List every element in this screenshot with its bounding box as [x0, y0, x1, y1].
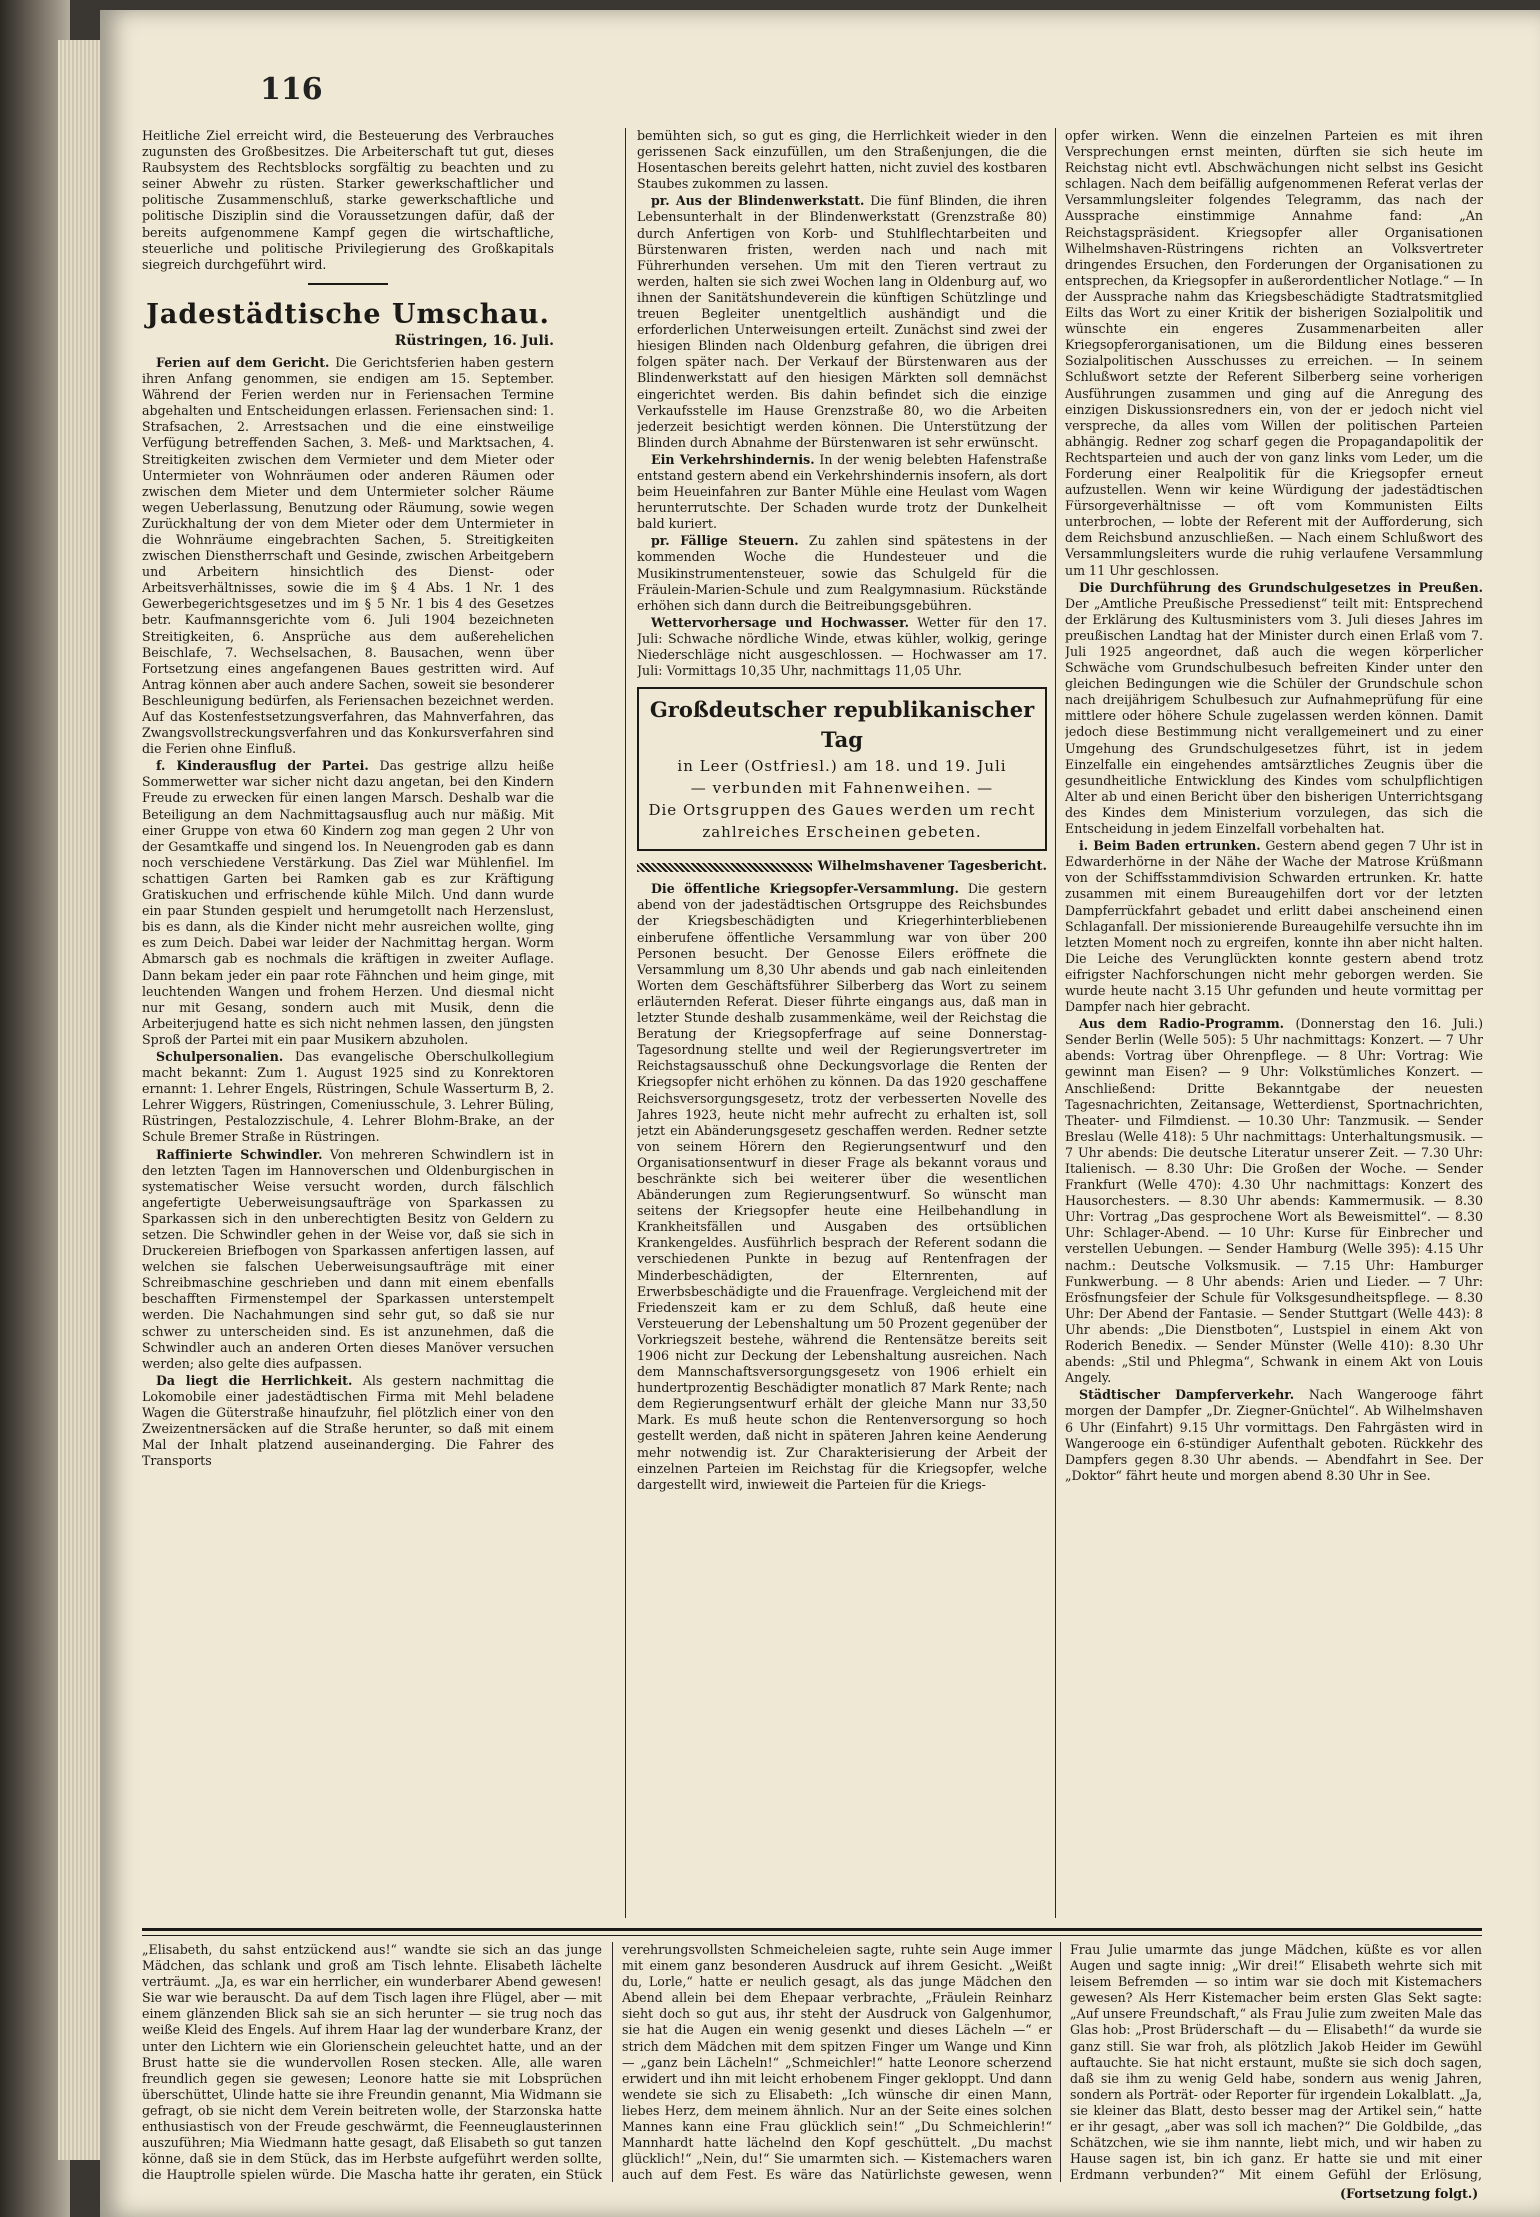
article-title: pr. Aus der Blindenwerkstatt. [651, 193, 865, 209]
column-1 [142, 128, 554, 1918]
announcement-note: Die Ortsgruppen des Gaues werden um recht zahlreiches Erscheinen gebeten. [648, 801, 1036, 842]
col3-lead: opfer wirken. Wenn die einzelnen Parteien es mit ihren Versprechungen ernst meinten, dürften sie sich heute im Reichstag nicht evtl. Abschwächungen nicht selbst ins Gesicht schlagen. Nach dem beifällig aufgenommenen Referat verlas der Versammlungsleiter folgendes Telegramm, das nach der Aussprache einstimmige Annahme fand: „An Reichstagspräsident. Kriegsopfer aller Organisationen Wilhelmshaven-Rüstringens richten an Volksvertreter dringendes Ersuchen, den Forderungen der Organisationen zu entsprechen, da Kriegsopfer in außerordentlicher Notlage.“ — In der Aussprache nahm das Kriegsbeschädigte Stadtratsmitglied Eilts das Wort zu einer Kritik der bisherigen Sozialpolitik und wünschte ein engeres Zusammenarbeiten aller Kriegsopferorganisationen, um die Bildung eines besseren Sozialpolitischen Ausschusses zu erreichen. — In seinem Schlußwort setzte der Referent Silberberg seine vorherigen Ausführungen zusammen und ging auf die Anregung des einzigen Diskussionsredners ein, von der er jedoch nicht viel verspreche, da alles vom Willen der politischen Parteien abhängig. Redner zog scharf gegen die Propagandapolitik der Rechtsparteien und auch der von ganz links vom Leder, um die Forderung einer Realpolitik für die Kriegsopfer erneut aufzustellen. Wenn wir keine Würdigung der jadestädtischen Fürsorgeverhältnisse — oft vom Kommunisten Eilts unterbrochen, — lobte der Referent mit der Aufforderung, sich dem Reichsbund anzuschließen. — Nach einem Schlußwort des Versammlungsleiters wurde die ruhig verlaufene Versammlung um 11 Uhr geschlossen. [1065, 128, 1483, 578]
newspaper-page [100, 10, 1540, 2217]
article-title: Wettervorhersage und Hochwasser. [651, 614, 909, 630]
article-title: Ein Verkehrshindernis. [651, 451, 815, 467]
column-rule [612, 1942, 613, 2182]
article-text: (Donnerstag den 16. Juli.) Sender Berlin (Welle 505): 5 Uhr nachmittags: Konzert. — 7 Uhr abends: Vortrag über Ohrenpflege. — 8 Uhr: Vortrag: Wie gewinnt man Eisen? — 9 Uhr: Volkstümliches Konzert. — Anschließend: Dritte Bekanntgabe der neuesten Tagesnachrichten, Zeitansage, Wetterdienst, Sportnachrichten, Theater- und Filmdienst. — 10.30 Uhr: Tanzmusik. — Sender Breslau (Welle 418): 5 Uhr nachmittags: Unterhaltungsmusik. — 7 Uhr abends: Die deutsche Literatur unserer Zeit. — 7.30 Uhr: Italienisch. — 8.30 Uhr: Die Großen der Woche. — Sender Frankfurt (Welle 470): 4.30 Uhr nachmittags: Konzert des Hausorchesters. — 8.30 Uhr abends: Kammermusik. — 8.30 Uhr: Vortrag „Das gesprochene Wort als Beweismittel“. — 8.30 Uhr: Schlager-Abend. — 10 Uhr: Kurse für Einbrecher und verstellen Uebungen. — Sender Hamburg (Welle 395): 4.15 Uhr nachm.: Deutsche Volksmusik. — 7.15 Uhr: Hamburger Funkwerbung. — 8 Uhr abends: Arien und Lieder. — 7 Uhr: Erösfnungsfeier der Schule für Volksgesundheitspflege. — 8.30 Uhr: Der Abend der Fantasie. — Sender Stuttgart (Welle 443): 8 Uhr abends: „Die Dienstboten“, Lustspiel in einem Akt von Roderich Benedix. — Sender Münster (Welle 410): 8.30 Uhr abends: „Stil und Phlegma“, Schwank in einem Akt von Louis Angely. [1065, 1016, 1483, 1386]
feuilleton-rule-thin [142, 1935, 1482, 1936]
serial-text: verehrungsvollsten Schmeicheleien sagte, ruhte sein Auge immer mit einem ganz besonderen Ausdruck auf ihrem Gesicht. „Weißt du, Lorle,“ hatte er neulich gesagt, als das junge Mädchen den Abend allein bei dem Ehepaar verbrachte, „Fräulein Reinharz sieht doch so gut aus, ihr steht der Ausdruck von Galgenhumor, sie hat die Augen ein wenig gesenkt und dieses Lächeln —“ er strich dem Mädchen mit dem spitzen Finger um Wange und Kinn — „ganz bein Lächeln!“ „Schmeichler!“ hatte Leonore scherzend erwidert und ihn mit leicht erhobenem Finger gekloppt. Und dann wendete sie sich zu Elisabeth: „Ich wünsche dir einen Mann, liebes Herz, dem meinem ähnlich. Nur an der Seite eines solchen Mannes kann eine Frau glücklich sein!“ „Du Schmeichlerin!“ Mannhardt hatte lächelnd den Kopf geschüttelt. „Du machst glücklich!“ „Nein, du!“ Sie umarmten sich. — Kistemachers waren auch auf dem Fest. Es wäre das Natürlichste gewesen, wenn [622, 1942, 1052, 2182]
article-text: Von mehreren Schwindlern ist in den letzten Tagen im Hannoverschen und Oldenburgischen in systematischer Weise versucht worden, durch fälschlich angefertigte Ueberweisungsaufträge von Sparkassen zu Sparkassen sich in den unberechtigten Besitz von Geldern zu setzen. Die Schwindler gehen in der Weise vor, daß sie sich in Druckereien Briefbogen von Sparkassen anfertigen lassen, auf welchen sie falschen Ueberweisungsaufträge mit einer Schreibmaschine geschrieben und dann mit einem ebenfalls beschafften Firmenstempel der Sparkassen unterstempelt werden. Die Nachahmungen sind sehr gut, so daß sie nur schwer zu unterscheiden sind. Es ist anzunehmen, daß die Schwindler auch an anderen Orten dieses Manöver versuchen werden; also gelte dies aufpassen. [142, 1146, 554, 1371]
article-title: Die Durchführung des Grundschulgesetzes in Preußen. [1079, 579, 1483, 595]
article-title: f. Kinderausflug der Partei. [156, 758, 369, 774]
article-title: pr. Fällige Steuern. [651, 533, 799, 549]
column-3 [1065, 128, 1483, 1918]
article-text: Der „Amtliche Preußische Pressedienst“ teilt mit: Entsprechend der Erklärung des Kultusministers vom 3. Juli dieses Jahres im preußischen Landtag hat der Minister durch einen Erlaß vom 7. Juli 1925 angeordnet, daß auch die wegen körperlicher Schwäche vom Grundschulbesuch befreiten Kinder unter den gleichen Bedingungen wie die Schüler der Grundschule schon nach dreijährigem Schulbesuch zur Aufnahmeprüfung für eine mittlere oder höhere Schule zugelassen werden können. Damit jedoch diese Bestimmung nicht verallgemeinert und zu einer Umgehung des Grundschulgesetzes führt, ist in jedem Einzelfalle ein eingehendes amtsärztliches Zeugnis über die gesundheitliche Entwicklung des Kindes vom schulpflichtigen Alter ab und einen Bericht über den bisherigen Unterrichtsgang des Kindes dem Ministerium vorzulegen, das sich die Entscheidung in jedem Einzelfall vorbehalten hat. [1065, 595, 1483, 837]
serial-column-3 [1070, 1942, 1482, 2182]
column-rule [1055, 128, 1056, 1918]
section-label: Wilhelmshavener Tagesbericht. [817, 859, 1047, 875]
page-stack-edge [58, 40, 104, 2160]
hatched-rule [637, 863, 812, 872]
article-title: Raffinierte Schwindler. [156, 1146, 323, 1162]
divider [308, 283, 388, 285]
section-bar [637, 859, 1047, 875]
feuilleton-rule [142, 1928, 1482, 1931]
article-text: Das gestrige allzu heiße Sommerwetter war sicher nicht dazu angetan, bei den Kindern Freude zu erwecken für einen langen Marsch. Deshalb war die Beteiligung an dem Nachmittagsausflug auch nur mäßig. Mit einer Gruppe von etwa 60 Kindern zog man gegen 2 Uhr von der Gesamtkaffe und singend los. In Neuengroden gab es dann noch verschiedene Verstärkung. Das Ziel war Mühlenfiel. Im schattigen Garten bei Ramken gab es zur Kräftigung Gratiskuchen und erfrischende kühle Milch. Und dann wurde ein paar Stunden gespielt und herumgetollt nach Herzenslust, bis es dann, als die Kinder nicht mehr ausreichen wollte, ging es zum Deich. Dabei war leider der Nachmittag hergan. Worm Abmarsch gab es nochmals die kräftigen in zweiter Auflage. Dann bekam jeder ein paar rote Fähnchen und heim ginge, mit leuchtenden Wangen und frohem Herzen. Und diesmal nicht nur mit Gesang, sondern auch mit Musik, denn die Arbeiterjugend hatte es sich nicht nehmen lassen, den jüngsten Sproß der Partei mit ein paar Musikern abzuholen. [142, 758, 554, 1047]
col1-lead: Heitliche Ziel erreicht wird, die Besteuerung des Verbrauches zugunsten des Großbesitzes. Die Arbeiterschaft tut gut, dieses Raubsystem des Rechtsblocks sorgfältig zu beachten und zu seiner Abwehr zu rüsten. Starker gewerkschaftlicher und politische Zusammenschluß, starke gewerkschaftliche und politische Disziplin sind die Voraussetzungen dafür, daß der bereits aufgenommene Kampf gegen die wirtschaftliche, steuerliche und politische Privilegierung des Großkapitals siegreich durchgeführt wird. [142, 128, 554, 272]
article-text: Gestern abend gegen 7 Uhr ist in Edwarderhörne in der Nähe der Wache der Matrose Krüßmann von der Schiffsstammdivision Schwarden ertrunken. Kr. hatte zusammen mit einem Bureaugehilfen dort vor der letzten Dampferrückfahrt gebadet und erlitt dabei anscheinend einen Schlaganfall. Der missionierende Bureaugehilfe versuchte ihn im letzten Moment noch zu ergreifen, konnte ihn aber nicht halten. Die Leiche des Verunglückten konnte gestern abend trotz eifrigster Nachforschungen nicht mehr geborgen werden. Sie wurde heute nacht 3.15 Uhr gefunden und heute vormittag per Dampfer nach hier gebracht. [1065, 838, 1483, 1015]
article-text: In der wenig belebten Hafenstraße entstand gestern abend ein Verkehrshindernis insofern, als dort beim Heueinfahren zur Banter Mühle eine Heulast vom Wagen herunterrutschte. Der Schaden wurde trotz der Dunkelheit bald kuriert. [637, 451, 1047, 532]
article-text: Nach Wangerooge fährt morgen der Dampfer „Dr. Ziegner-Gnüchtel“. Ab Wilhelmshaven 6 Uhr (Einfahrt) 9.15 Uhr vormittags. Den Fahrgästen wird in Wangerooge ein 6-stündiger Aufenthalt geboten. Rückkehr des Dampfers gegen 8.30 Uhr abends. — Abendfahrt in See. Der „Doktor“ fährt heute und morgen abend 8.30 Uhr in See. [1065, 1387, 1483, 1483]
article-title: Aus dem Radio-Programm. [1079, 1016, 1285, 1032]
announcement-box [637, 687, 1047, 851]
article-title: Ferien auf dem Gericht. [156, 354, 330, 370]
article-title: Da liegt die Herrlichkeit. [156, 1372, 353, 1388]
dateline: Rüstringen, 16. Juli. [394, 332, 554, 349]
article-text: Die fünf Blinden, die ihren Lebensunterhalt in der Blindenwerkstatt (Grenzstraße 80) durch Anfertigen von Korb- und Stuhlflechtarbeiten und Bürstenwaren fristen, werden nach und nach mit Führerhunden versehen. Um mit den Tieren vertraut zu werden, halten sie sich zwei Wochen lang in Oldenburg auf, wo ihnen der Sanitätshundeverein die künftigen Schützlinge und treuen Begleiter unentgeltlich aushändigt und die erforderlichen Unterweisungen erteilt. Zunächst sind zwei der hiesigen Blinden nach Oldenburg gefahren, die übrigen drei folgen später nach. Der Verkauf der Bürstenwaren aus der Blindenwerkstatt auf den hiesigen Märkten soll demnächst eingerichtet werden. Bis dahin befindet sich die einzige Verkaufsstelle im Hause Grenzstraße 80, wo die Arbeiten jederzeit besichtigt werden können. Die Unterstützung der Blinden durch Abnahme der Bürstenwaren ist sehr erwünscht. [637, 193, 1047, 450]
article-title: Städtischer Dampferverkehr. [1079, 1387, 1295, 1403]
serial-column-1 [142, 1942, 602, 2182]
article-text: Als gestern nachmittag die Lokomobile einer jadestädtischen Firma mit Mehl beladene Wagen die Güterstraße hinaufzuhr, fiel plötzlich einer von den Zweizentnersäcken auf die Straße herunter, so daß mit einem Mal der Inhalt platzend auseinanderging. Die Fahrer des Transports [142, 1372, 554, 1469]
announcement-subline: — verbunden mit Fahnenweihen. — [690, 779, 994, 798]
page-number: 116 [260, 72, 323, 107]
article-text: Die gestern abend von der jadestädtischen Ortsgruppe des Reichsbundes der Kriegsbeschädigten und Kriegerhinterbliebenen einberufene öffentliche Versammlung war von über 200 Personen besucht. Der Genosse Eilers eröffnete die Versammlung um 8,30 Uhr abends und gab nach einleitenden Worten dem Geschäftsführer Silberberg das Wort zu seinem erläuternden Referat. Dieser führte eingangs aus, daß man in letzter Stunde deshalb zusammenkäme, weil der Reichstag die Beratung der Kriegsopferfrage auf seine Donnerstag-Tagesordnung stellte und weil der Regierungsvertreter im Reichstagsausschuß ohne Deckungsvorlage die Renten der Kriegsopfer nicht erhöhen zu können. Da das 1920 geschaffene Reichsversorgungsgesetz, trotz der verbesserten Novelle des Jahres 1923, heute nicht mehr aufrecht zu erhalten ist, soll jetzt ein Abänderungsgesetz geschaffen werden. Redner setzte von seinem Hörern den Regierungsentwurf und den Organisationsentwurf in dieser Frage als bekannt voraus und beschränkte sich bei weiterer über die wesentlichen Abänderungen zum Regierungsentwurf. So wünscht man seitens der Kriegsopfer heute eine Heilbehandlung in Krankheitsfällen und Ausgaben des ortsüblichen Krankengeldes. Ausführlich besprach der Referent sodann die verschiedenen Punkte in bezug auf Rentenfragen der Minderbeschädigten, der Elternrenten, auf Erwerbsbeschädigte und die Frauenfrage. Vergleichend mit der Friedenszeit kam er zu dem Schluß, daß heute eine Versteuerung der Lebenshaltung um 50 Prozent gegenüber der Vorkriegszeit bestehe, während die Rentensätze bereits seit 1906 nicht zur Deckung der Lebenshaltung ausreichen. Nach dem Mannschaftsversorgungsgesetz von 1906 erhielt ein hundertprozentig Beschädigter monatlich 87 Mark Rente; nach dem Regierungsentwurf erhält der gleiche Mann nur 33,50 Mark. Es muß heute schon die Rentenversorgung so hoch gestellt werden, daß nicht in späteren Jahren keine Aenderung mehr notwendig ist. Zur Charakterisierung der Arbeit der einzelnen Parteien im Reichstag für die Kriegsopfer, welche dargestellt wird, inwieweit die Parteien für die Kriegs- [637, 881, 1047, 1492]
article-text: Zu zahlen sind spätestens in der kommenden Woche die Hundesteuer und die Musikinstrumentensteuer, sowie das Schulgeld für die Fräulein-Marien-Schule und zum Realgymnasium. Rückstände erhöhen sich dann durch die Beitreibungsgebühren. [637, 533, 1047, 613]
article-title: Die öffentliche Kriegsopfer-Versammlung. [651, 881, 959, 897]
serial-column-2 [622, 1942, 1052, 2182]
serial-text: „Elisabeth, du sahst entzückend aus!“ wandte sie sich an das junge Mädchen, das schlank und groß am Tisch lehnte. Elisabeth lächelte verträumt. „Ja, es war ein herrlicher, ein wunderbarer Abend gewesen! Sie war wie berauscht. Da auf dem Tisch lagen ihre Flügel, aber — mit einem glänzenden Blick sah sie an sich herunter — sie trug noch das weiße Kleid des Engels. Auf ihrem Haar lag der wunderbare Kranz, der unter den Lichtern wie ein Glorienschein geleuchtet hatte, und an der Brust hatte sie die wundervollen Rosen stecken. Alle, alle waren freundlich gegen sie gewesen; Leonore hatte sie mit Lobsprüchen überschüttet, Ulinde hatte sie ihre Freundin genannt, Mia Widmann sie gefragt, ob sie nicht dem Verein beitreten wolle, der Starzonska hatte enthusiastisch von der Freude geschwärmt, die Feenneuglausterinnen auszuführen; Mia Wiedmann hatte gesagt, daß Elisabeth so gut tanzen könne, daß sie in dem Stück, das im Herbste aufgeführt werden sollte, die Hauptrolle spielen würde. Die Mascha hatte ihr geraten, ein Stück [142, 1942, 602, 2182]
article-text: Die Gerichtsferien haben gestern ihren Anfang genommen, sie endigen am 15. September. Während der Ferien werden nur in Feriensachen Termine abgehalten und Entscheidungen erlassen. Feriensachen sind: 1. Strafsachen, 2. Arrestsachen und die eine einstweilige Verfügung betreffenden Sachen, 3. Meß- und Marktsachen, 4. Streitigkeiten zwischen dem Vermieter und dem Mieter oder Untermieter von Wohnräumen oder anderen Räumen oder zwischen dem Mieter und dem Untermieter solcher Räume wegen Ueberlassung, Benutzung oder Räumung, sowie wegen Zurückhaltung der von dem Mieter oder dem Untermieter in die Wohnräume eingebrachten Sachen, 5. Streitigkeiten zwischen Dienstherrschaft und Gesinde, zwischen Arbeitgebern und Arbeitern hinsichtlich des Dienst- oder Arbeitsverhältnisses, sowie die im § 4 Abs. 1 Nr. 1 des Gewerbegerichtsgesetzes und im § 5 Nr. 1 bis 4 des Gesetzes betr. Kaufmannsgerichte vom 6. Juli 1904 bezeichneten Streitigkeiten, 6. Ansprüche aus dem außerehelichen Beischlafe, 7. Wechselsachen, 8. Bausachen, wenn über Fortsetzung eines angefangenen Baues gestritten wird. Auf Antrag können aber auch andere Sachen, soweit sie besonderer Beschleunigung bedürfen, als Feriensachen bezeichnet werden. Auf das Kostenfestsetzungsverfahren, das Mahnverfahren, das Zwangsvollstreckungsverfahren und das Konkursverfahren sind die Ferien ohne Einfluß. [142, 354, 554, 757]
article-title: i. Beim Baden ertrunken. [1079, 838, 1261, 854]
article-text: Wetter für den 17. Juli: Schwache nördliche Winde, etwas kühler, wolkig, geringe Niederschläge nicht ausgeschlossen. — Hochwasser am 17. Juli: Vormittags 10,35 Uhr, nachmittags 11,05 Uhr. [637, 614, 1047, 679]
serial-text: Frau Julie umarmte das junge Mädchen, küßte es vor allen Augen und sagte innig: „Wir drei!“ Elisabeth wehrte sich mit leisem Befremden — so intim war sie doch mit Kistemachers gewesen? Als Herr Kistemacher beim ersten Glas Sekt sagte: „Auf unsere Freundschaft,“ als Frau Julie zum zweiten Male das Glas hob: „Prost Brüderschaft — du — Elisabeth!“ da wurde sie ganz still. Sie war froh, als plötzlich Jakob Heider im Gewühl auftauchte. Sie hat nicht erstaunt, mußte sie sich doch sagen, daß sie ihm zu wenig Geld habe, sondern aus wenig Jahren, sondern als Porträt- oder Reporter für irgendein Lokalblatt. „Ja, sie kleiner das Blatt, desto besser mag der Artikel sein,“ hatte er ihr gesagt, „aber was soll ich machen?“ Die Goldbilde, „das Schätzchen, wie sie ihm nannte, liebt mich, und wir haben zu Hause sagen ist, bin ich ganz. Er hatte sie und mit einer Erdmann verbunden?“ Mit einem Gefühl der Erlösung, [1070, 1942, 1482, 2182]
section-title: Jadestädtische Umschau. [146, 298, 550, 330]
column-rule [1060, 1942, 1061, 2182]
column-2 [637, 128, 1047, 1918]
article-text: Das evangelische Oberschulkollegium macht bekannt: Zum 1. August 1925 sind zu Konrektoren ernannt: 1. Lehrer Engels, Rüstringen, Schule Wasserturm B, 2. Lehrer Wiggers, Rüstringen, Comeniusschule, 3. Lehrer Büling, Rüstringen, Pestalozzischule, 4. Lehrer Blohm-Brake, an der Schule Bremer Straße in Rüstringen. [142, 1048, 554, 1145]
column-rule [625, 128, 626, 1918]
announcement-place: in Leer (Ostfriesl.) am 18. und 19. Juli [677, 757, 1007, 776]
continuation-note: (Fortsetzung folgt.) [1340, 2186, 1479, 2201]
article-title: Schulpersonalien. [156, 1048, 284, 1064]
announcement-title: Großdeutscher republikanischer Tag [649, 697, 1035, 753]
col2-lead: bemühten sich, so gut es ging, die Herrlichkeit wieder in den gerissenen Sack einzufüllen, um den Straßenjungen, die die Hosentaschen bereits gelehrt hatten, nicht zuviel des kostbaren Staubes zukommen zu lassen. [637, 128, 1047, 192]
